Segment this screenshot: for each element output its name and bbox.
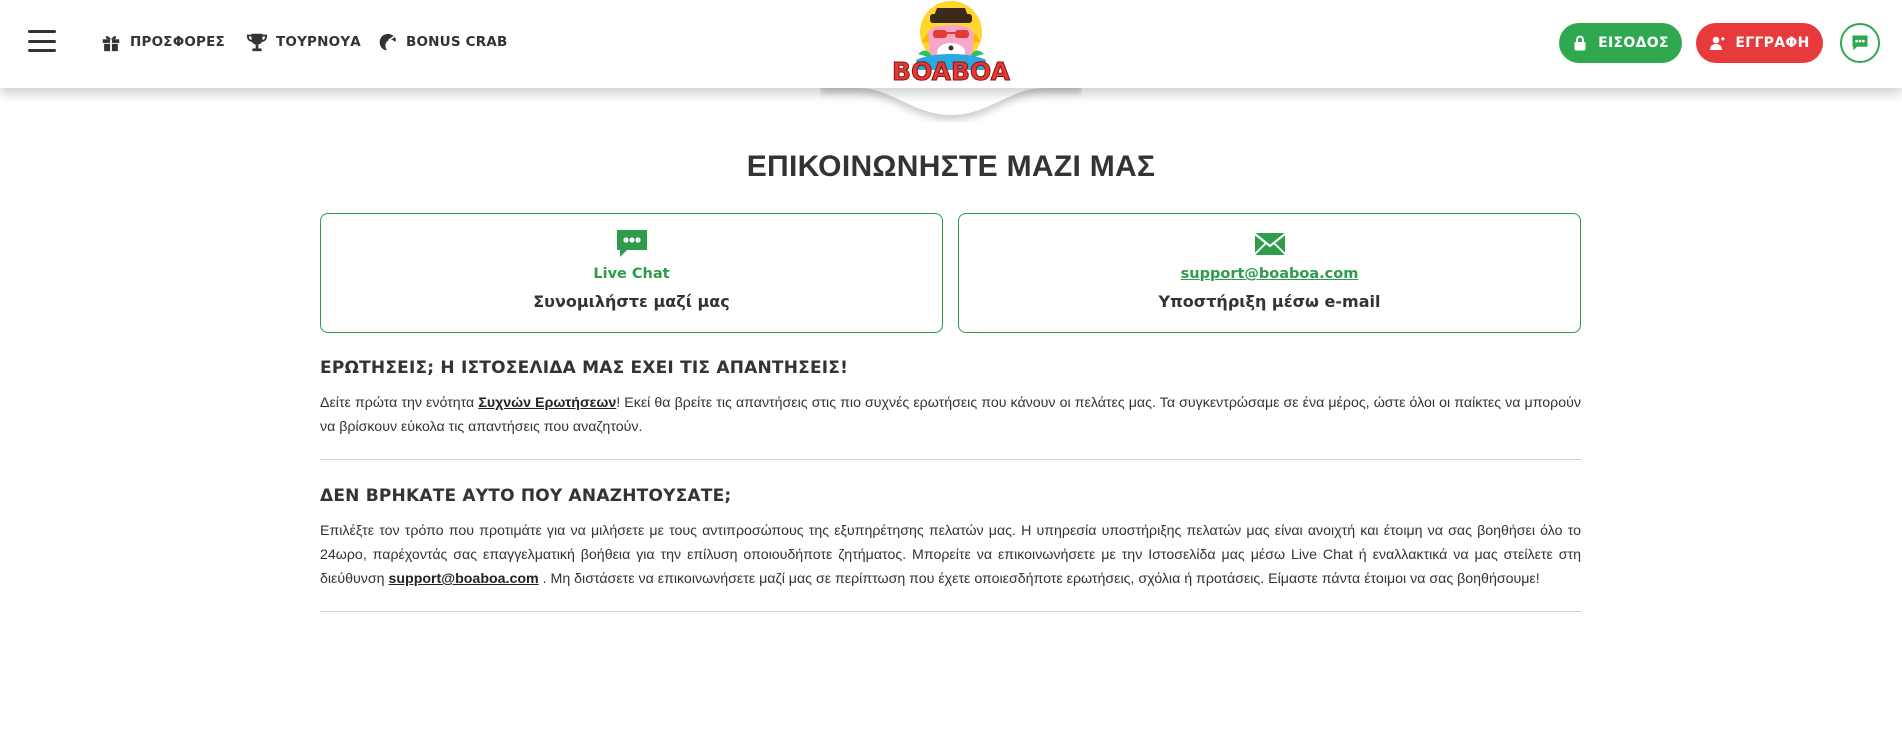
logo-wordmark: BOABOA xyxy=(892,57,1010,86)
nav-offers-label: ΠΡΟΣΦΟΡΕΣ xyxy=(130,34,225,50)
page-title: ΕΠΙΚΟΙΝΩΝΗΣΤΕ ΜΑΖΙ ΜΑΣ xyxy=(746,150,1156,183)
user-add-icon xyxy=(1709,35,1725,51)
chat-bubble-icon xyxy=(615,228,649,260)
support-email-inline-link[interactable]: support@boaboa.com xyxy=(388,571,539,587)
nav-bonus-crab[interactable] xyxy=(376,30,508,54)
crab-claw-icon xyxy=(376,31,398,53)
section-divider xyxy=(320,611,1581,612)
boaboa-logo[interactable] xyxy=(886,0,1016,102)
faq-text-before: Δείτε πρώτα την ενότητα xyxy=(320,395,479,411)
faq-paragraph xyxy=(320,391,1581,439)
live-chat-link[interactable]: Live Chat xyxy=(593,266,670,282)
gift-icon xyxy=(100,31,122,53)
chat-bubble-icon xyxy=(1851,34,1869,52)
nav-tournaments[interactable] xyxy=(246,30,361,54)
faq-heading: ΕΡΩΤΗΣΕΙΣ; Η ΙΣΤΟΣΕΛΙΔΑ ΜΑΣ ΕΧΕΙ ΤΙΣ ΑΠΑΝΤΗΣΕΙΣ! xyxy=(320,358,849,378)
not-found-paragraph xyxy=(320,519,1581,591)
faq-link[interactable]: Συχνών Ερωτήσεων xyxy=(478,395,617,411)
email-support-card[interactable] xyxy=(958,213,1581,333)
not-found-text-after: . Μη διστάσετε να επικοινωνήσετε μαζί μας σε περίπτωση που έχετε οποιεσδήποτε ερωτήσεις, σχόλια ή προτάσεις. Είμαστε πάντα έτοιμοι να σας βοηθήσουμε! xyxy=(538,571,1540,587)
live-chat-card[interactable] xyxy=(320,213,943,333)
trophy-icon xyxy=(246,31,268,53)
nav-offers[interactable] xyxy=(100,30,225,54)
email-support-subtitle: Υποστήριξη μέσω e-mail xyxy=(1158,292,1381,311)
faq-text-after: ! Εκεί θα βρείτε τις απαντήσεις στις πιο συχνές ερωτήσεις που κάνουν οι πελάτες μας. Τα συγκεντρώσαμε σε ένα μέρος, ώστε όλοι οι παίκτες να μπορούν να βρίσκουν εύκολα τις απαντήσεις που αναζητούν. xyxy=(320,395,1581,435)
not-found-heading: ΔΕΝ ΒΡΗΚΑΤΕ ΑΥΤΟ ΠΟΥ ΑΝΑΖΗΤΟΥΣΑΤΕ; xyxy=(320,486,732,506)
envelope-icon xyxy=(1253,228,1287,260)
support-email-link[interactable]: support@boaboa.com xyxy=(1180,266,1359,282)
nav-tournaments-label: ΤΟΥΡΝΟΥΑ xyxy=(276,34,361,50)
lock-icon xyxy=(1572,35,1588,51)
login-label: ΕΙΣΟΔΟΣ xyxy=(1598,35,1669,51)
not-found-text-before: Επιλέξτε τον τρόπο που προτιμάτε για να μιλήσετε με τους αντιπροσώπους της εξυπηρέτησης πελατών μας. Η υπηρεσία υποστήριξης πελατών μας είναι ανοιχτή και έτοιμη να σας βοηθήσει όλο το 24ωρο, παρέχοντάς σας επαγγελματική βοήθεια για την επίλυση οποιουδήποτε ζητήματος. Μπορείτε να επικοινωνήσετε με την Ιστοσελίδα μας μέσω Live Chat ή εναλλακτικά να μας στείλετε στη διεύθυνση xyxy=(320,523,1581,587)
live-chat-button[interactable] xyxy=(1840,23,1880,63)
login-button[interactable] xyxy=(1559,23,1682,63)
nav-bonus-label: BONUS CRAB xyxy=(406,34,508,50)
hamburger-menu-icon[interactable] xyxy=(28,30,56,52)
live-chat-subtitle: Συνομιλήστε μαζί μας xyxy=(533,292,730,311)
register-label: ΕΓΓΡΑΦΗ xyxy=(1735,35,1810,51)
section-divider xyxy=(320,459,1581,460)
register-button[interactable] xyxy=(1696,23,1823,63)
